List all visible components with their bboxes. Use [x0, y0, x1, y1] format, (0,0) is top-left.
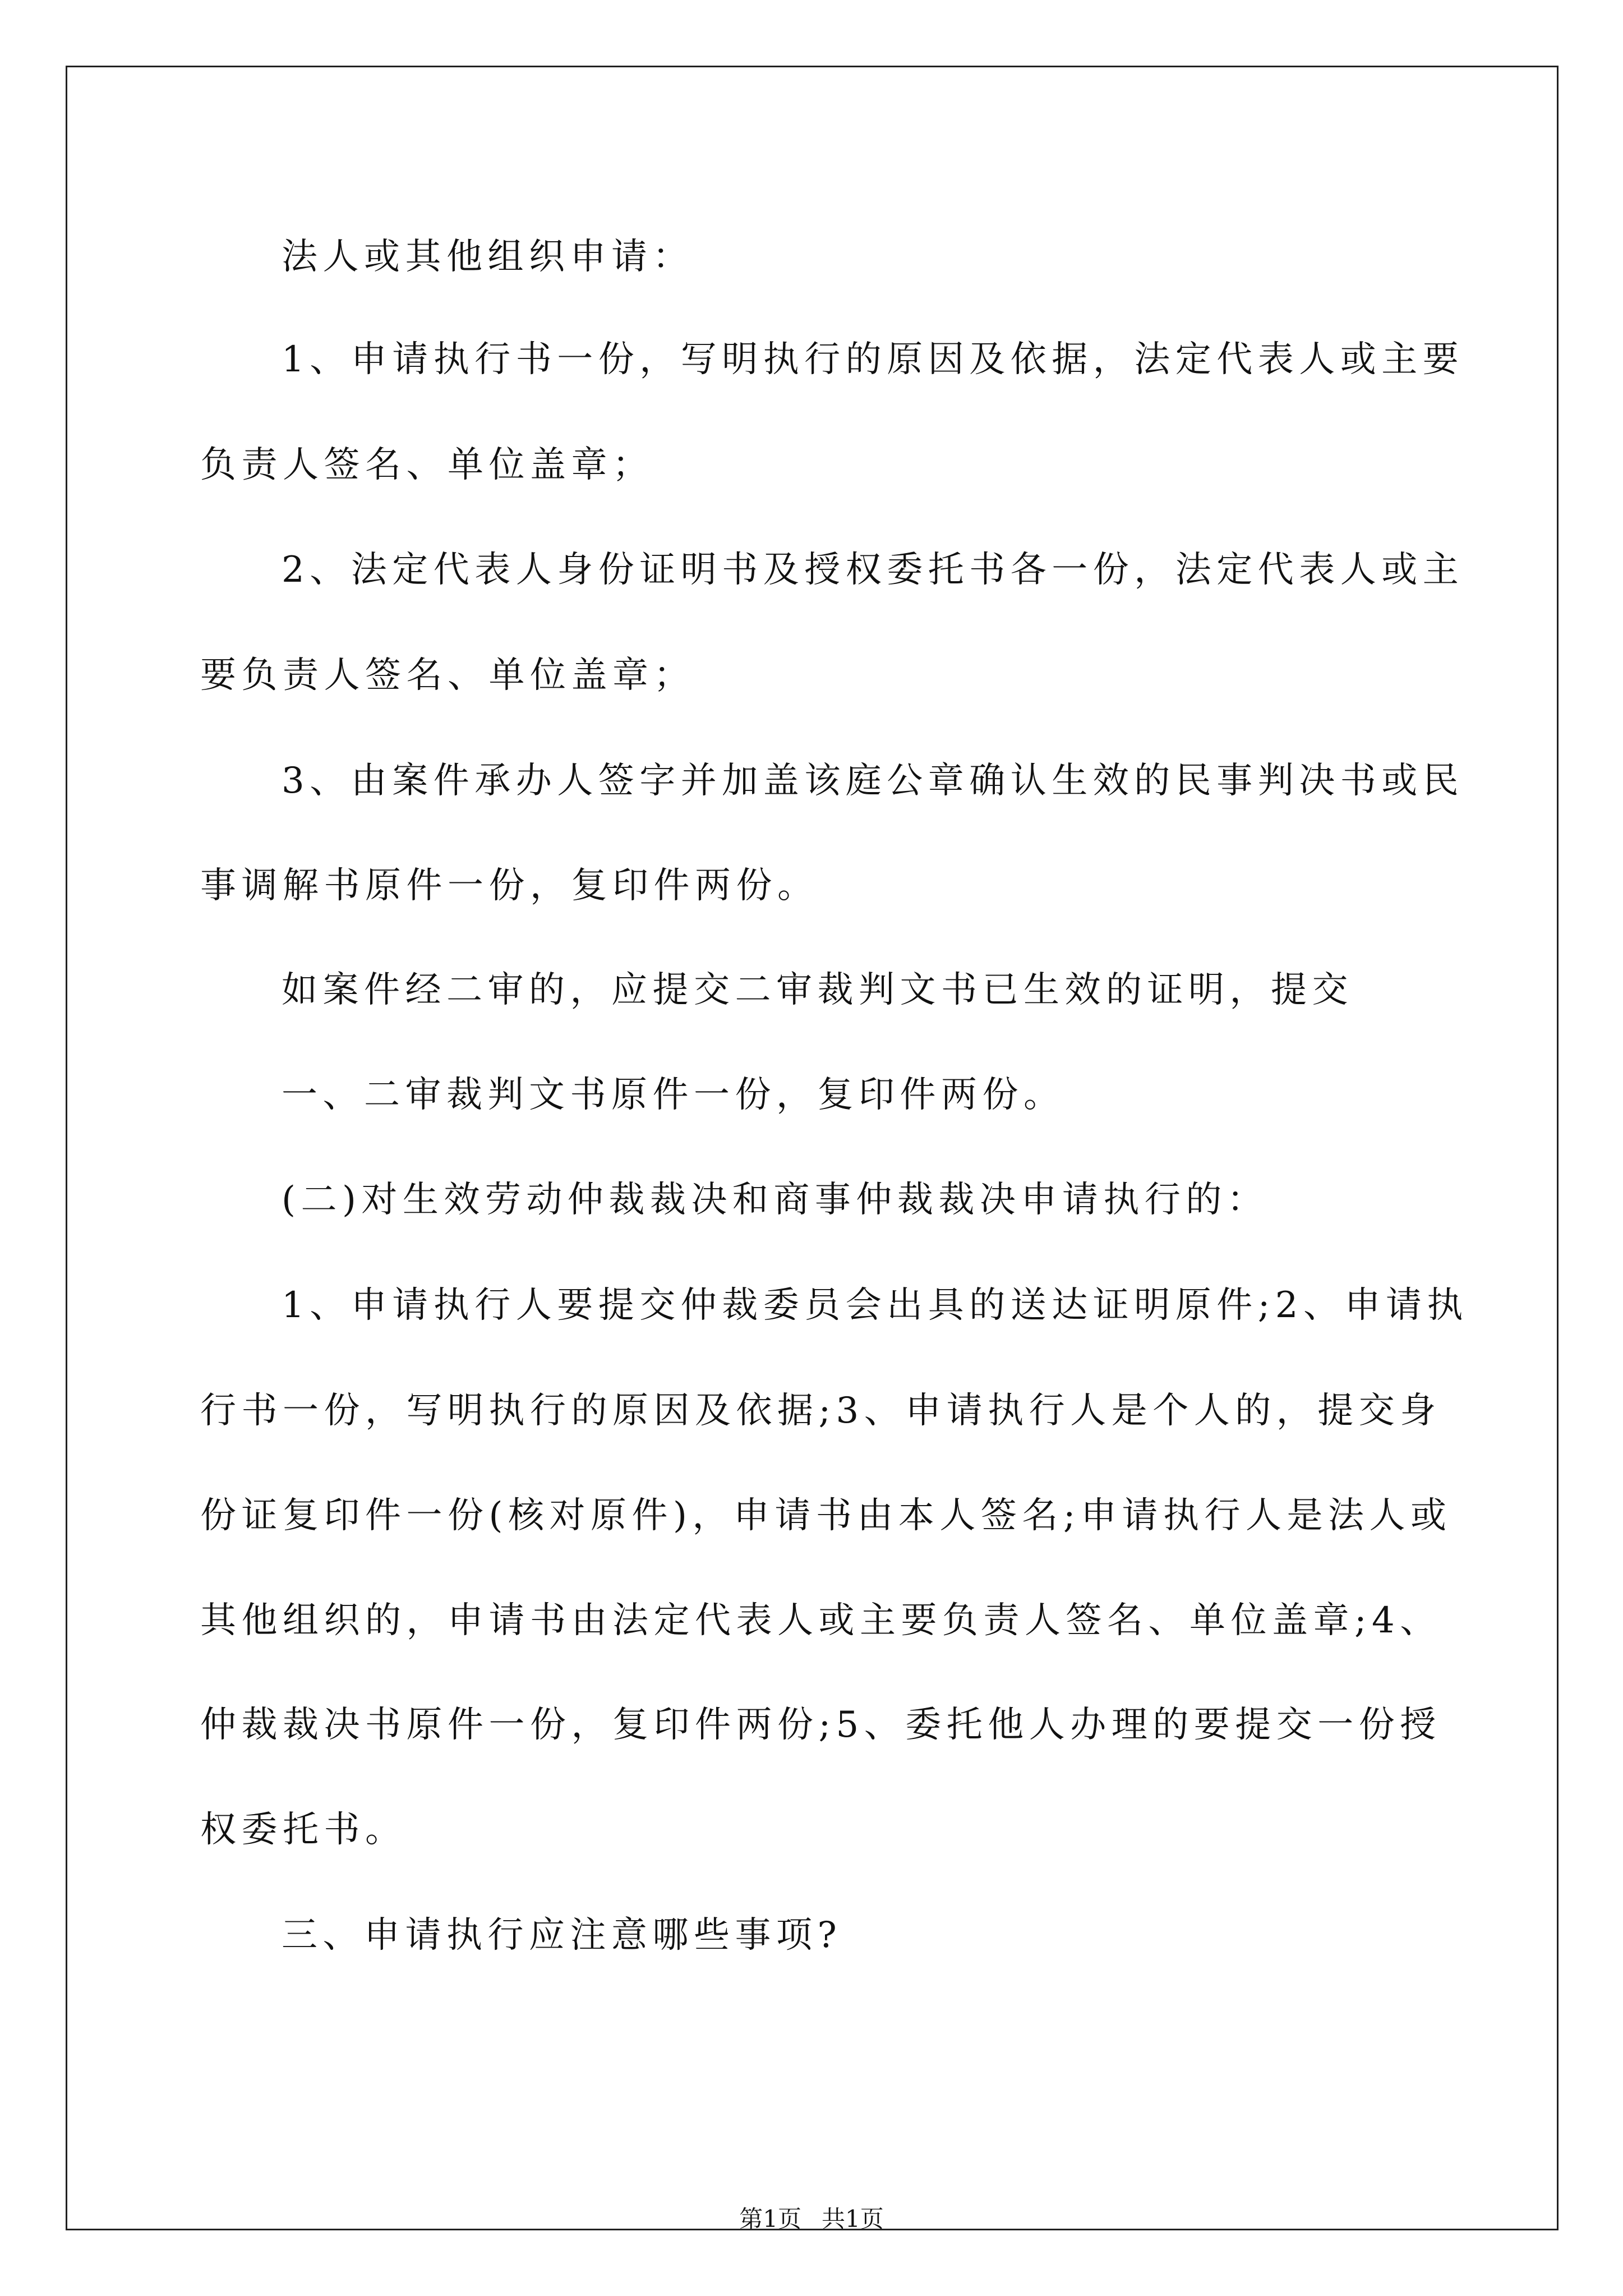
page-number-total: 共1页	[822, 2205, 884, 2233]
paragraph-line: (二)对生效劳动仲裁裁决和商事仲裁裁决申请执行的：	[282, 1179, 1269, 1221]
paragraph-line: 1、申请执行书一份，写明执行的原因及依据，法定代表人或主要	[282, 339, 1464, 380]
paragraph-line: 份证复印件一份(核对原件)，申请书由本人签名;申请执行人是法人或	[200, 1495, 1452, 1536]
page-number-current: 第1页	[739, 2205, 801, 2233]
paragraph-line: 行书一份，写明执行的原因及依据;3、申请执行人是个人的，提交身	[200, 1390, 1441, 1432]
paragraph-line: 三、申请执行应注意哪些事项?	[282, 1915, 842, 1956]
paragraph-line: 法人或其他组织申请：	[282, 236, 694, 278]
paragraph-line: 3、由案件承办人签字并加盖该庭公章确认生效的民事判决书或民	[282, 760, 1464, 802]
paragraph-line: 其他组织的，申请书由法定代表人或主要负责人签名、单位盖章;4、	[200, 1600, 1441, 1641]
paragraph-line: 如案件经二审的，应提交二审裁判文书已生效的证明，提交	[282, 969, 1353, 1011]
paragraph-line: 1、申请执行人要提交仲裁委员会出具的送达证明原件;2、申请执	[282, 1285, 1468, 1326]
page-footer	[0, 2203, 1623, 2235]
paragraph-line: 事调解书原件一份，复印件两份。	[200, 865, 819, 907]
paragraph-line: 要负责人签名、单位盖章；	[200, 655, 695, 696]
paragraph-line: 仲裁裁决书原件一份，复印件两份;5、委托他人办理的要提交一份授	[200, 1704, 1441, 1746]
paragraph-line: 权委托书。	[200, 1809, 407, 1851]
paragraph-line: 2、法定代表人身份证明书及授权委托书各一份，法定代表人或主	[282, 549, 1464, 591]
page-border	[66, 66, 1559, 2230]
paragraph-line: 负责人签名、单位盖章；	[200, 444, 654, 486]
paragraph-line: 一、二审裁判文书原件一份，复印件两份。	[282, 1074, 1065, 1116]
